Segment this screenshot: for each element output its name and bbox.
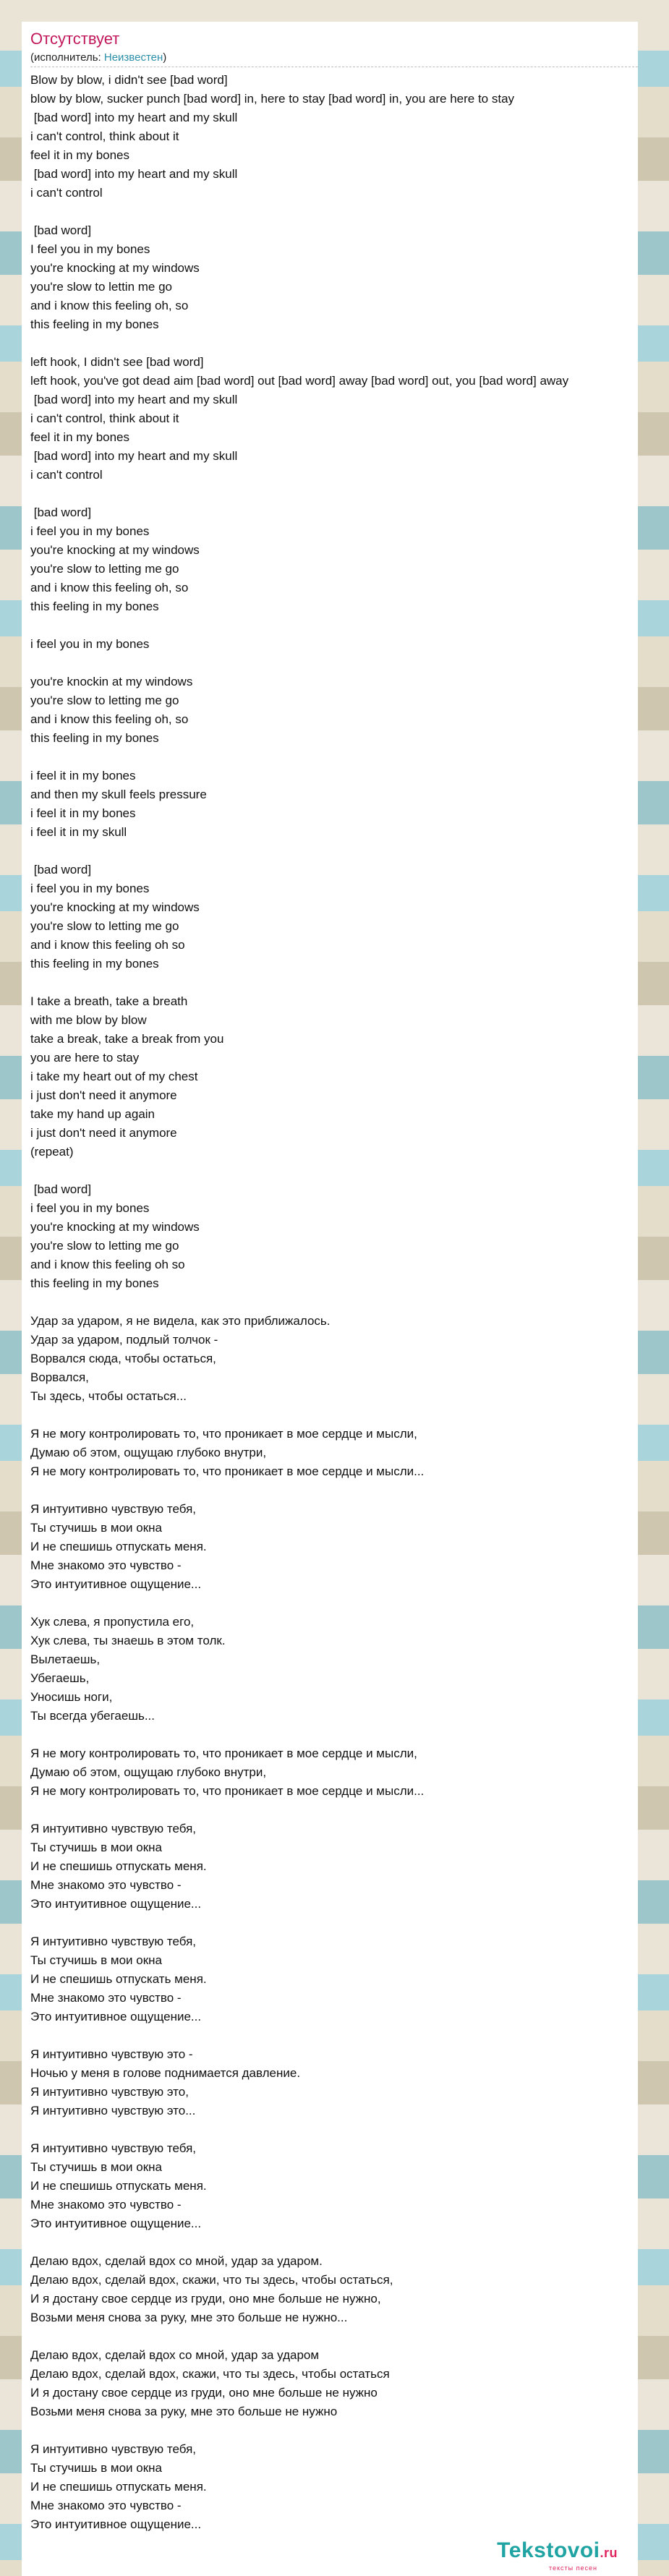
lyric-line: Мне знакомо это чувство - [30,2198,182,2212]
lyric-line: Удар за ударом, подлый толчок - [30,1333,218,1347]
lyric-line: i feel you in my bones [30,524,150,538]
lyric-spacer [30,616,667,635]
lyric-spacer [30,202,667,221]
lyric-line: Это интуитивное ощущение... [30,1577,202,1591]
lyric-line: with me blow by blow [30,1013,147,1027]
lyric-line: Это интуитивное ощущение... [30,2517,202,2531]
lyric-line: and i know this feeling oh, so [30,299,189,312]
lyric-line: (repeat) [30,1145,74,1159]
lyric-line: you are here to stay [30,1051,140,1065]
lyric-line: Я не могу контролировать то, что проникает в мое сердце и мысли... [30,1784,425,1798]
lyric-line: [bad word] into my heart and my skull [30,449,238,463]
lyric-line: you're slow to letting me go [30,694,179,707]
lyric-spacer [30,334,667,353]
lyric-line: Я не могу контролировать то, что проникает в мое сердце и мысли, [30,1427,417,1441]
lyric-line: this feeling in my bones [30,600,159,613]
lyric-line: this feeling in my bones [30,731,159,745]
lyric-line: Делаю вдох, сделай вдох со мной, удар за ударом. [30,2254,323,2268]
lyrics-text [30,71,667,2534]
lyric-line: you're knockin at my windows [30,675,193,688]
logo-tld: .ru [600,2546,618,2560]
lyric-line: i take my heart out of my chest [30,1070,198,1083]
lyric-line: Ночью у меня в голове поднимается давление. [30,2066,301,2080]
lyric-line: Уносишь ноги, [30,1690,113,1704]
lyric-line: Делаю вдох, сделай вдох, скажи, что ты здесь, чтобы остаться, [30,2273,393,2287]
lyric-line: Я интуитивно чувствую это, [30,2085,189,2099]
lyric-line: Я интуитивно чувствую тебя, [30,1935,197,1948]
lyric-line: Думаю об этом, ощущаю глубоко внутри, [30,1446,267,1459]
lyric-line: Делаю вдох, сделай вдох, скажи, что ты здесь, чтобы остаться [30,2367,390,2381]
lyric-line: you're knocking at my windows [30,900,200,914]
lyric-line: and then my skull feels pressure [30,788,207,801]
lyric-line: this feeling in my bones [30,1276,159,1290]
lyric-spacer [30,2233,667,2252]
lyrics-page [22,22,638,2576]
lyric-line: Я интуитивно чувствую тебя, [30,2141,197,2155]
lyric-line: И не спешишь отпускать меня. [30,2480,207,2494]
lyric-line: И не спешишь отпускать меня. [30,2179,207,2193]
lyric-line: Думаю об этом, ощущаю глубоко внутри, [30,1765,267,1779]
lyric-spacer [30,1481,667,1500]
lyric-line: i feel it in my skull [30,825,127,839]
lyric-line: you're knocking at my windows [30,1220,200,1234]
lyric-line: [bad word] into my heart and my skull [30,167,238,181]
performer-line [30,51,166,65]
lyric-spacer [30,2026,667,2045]
lyric-line: Ты стучишь в мои окна [30,1521,162,1535]
lyric-line: this feeling in my bones [30,317,159,331]
lyric-line: Ты здесь, чтобы остаться... [30,1389,187,1403]
lyric-line: Ты стучишь в мои окна [30,2461,162,2475]
lyric-line: feel it in my bones [30,430,130,444]
lyric-line: i can't control, think about it [30,411,179,425]
lyric-line: [bad word] [30,506,92,519]
lyric-line: you're knocking at my windows [30,543,200,557]
lyric-line: И я достану свое сердце из груди, оно мне больше не нужно, [30,2292,381,2306]
lyric-line: Хук слева, ты знаешь в этом толк. [30,1634,226,1647]
lyric-spacer [30,1293,667,1312]
lyric-line: Это интуитивное ощущение... [30,1897,202,1911]
lyric-line: you're slow to letting me go [30,919,179,933]
lyric-line: take my hand up again [30,1107,155,1121]
lyric-spacer [30,1594,667,1613]
lyric-line: i feel you in my bones [30,1201,150,1215]
lyric-line: Мне знакомо это чувство - [30,1558,182,1572]
lyric-line: i can't control, think about it [30,129,179,143]
lyric-line: Ворвался сюда, чтобы остаться, [30,1352,216,1365]
lyric-line: I feel you in my bones [30,242,150,256]
lyric-line: [bad word] [30,1182,92,1196]
lyric-line: you're knocking at my windows [30,261,200,275]
lyric-line: И я достану свое сердце из груди, оно мне больше не нужно [30,2386,378,2400]
lyric-spacer [30,2421,667,2440]
lyric-line: Я интуитивно чувствую тебя, [30,2442,197,2456]
lyric-line: blow by blow, sucker punch [bad word] in, here to stay [bad word] in, you are here to stay [30,92,515,106]
lyric-line: you're slow to lettin me go [30,280,173,294]
lyric-line: and i know this feeling oh, so [30,581,189,594]
lyric-line: Вылетаешь, [30,1652,101,1666]
lyric-line: i feel it in my bones [30,806,136,820]
lyric-spacer [30,654,667,673]
lyric-line: i feel you in my bones [30,882,150,895]
lyric-line: and i know this feeling oh, so [30,712,189,726]
lyric-line: Я интуитивно чувствую тебя, [30,1822,197,1835]
lyric-line: i can't control [30,186,103,200]
lyric-line: Я интуитивно чувствую это - [30,2047,193,2061]
lyric-line: Возьми меня снова за руку, мне это больше не нужно [30,2405,338,2418]
lyric-spacer [30,1161,667,1180]
lyric-line: [bad word] [30,863,92,877]
performer-suffix: ) [163,51,167,64]
logo-main-text: Tekstovoi [497,2538,600,2562]
lyric-line: Мне знакомо это чувство - [30,1991,182,2005]
lyric-line: Делаю вдох, сделай вдох со мной, удар за ударом [30,2348,320,2362]
lyric-line: [bad word] into my heart and my skull [30,393,238,406]
lyric-line: left hook, I didn't see [bad word] [30,355,204,369]
logo-wordmark [497,2539,618,2564]
lyric-spacer [30,842,667,861]
lyric-spacer [30,1914,667,1932]
artist-link[interactable]: Неизвестен [103,51,163,64]
lyric-line: i feel it in my bones [30,769,136,782]
site-logo[interactable] [497,2539,618,2572]
performer-prefix: (исполнитель: [30,51,104,64]
lyric-line: Я интуитивно чувствую тебя, [30,1502,197,1516]
lyric-line: you're slow to letting me go [30,1239,179,1253]
lyric-line: И не спешишь отпускать меня. [30,1972,207,1986]
lyric-line: this feeling in my bones [30,957,159,971]
lyric-line: i can't control [30,468,103,482]
lyric-line: left hook, you've got dead aim [bad word] out [bad word] away [bad word] out, you [bad word] away [30,374,569,388]
lyric-line: Ты стучишь в мои окна [30,1841,162,1854]
lyric-line: Удар за ударом, я не видела, как это приближалось. [30,1314,331,1328]
lyric-line: [bad word] into my heart and my skull [30,111,238,124]
lyric-line: И не спешишь отпускать меня. [30,1540,207,1553]
lyric-line: i just don't need it anymore [30,1126,177,1140]
lyric-line: and i know this feeling oh so [30,1258,185,1271]
lyric-line: Ты всегда убегаешь... [30,1709,155,1723]
lyric-line: feel it in my bones [30,148,130,162]
lyric-line: Ты стучишь в мои окна [30,1953,162,1967]
lyric-line: you're slow to letting me go [30,562,179,576]
lyric-line: Я не могу контролировать то, что проникает в мое сердце и мысли... [30,1464,425,1478]
lyric-line: Хук слева, я пропустила его, [30,1615,195,1629]
lyric-spacer [30,748,667,767]
lyric-spacer [30,1406,667,1425]
lyric-spacer [30,2327,667,2346]
lyric-line: and i know this feeling oh so [30,938,185,952]
lyric-line: И не спешишь отпускать меня. [30,1859,207,1873]
lyric-spacer [30,1726,667,1744]
lyric-line: I take a breath, take a breath [30,994,188,1008]
song-title: Отсутствует [30,30,120,48]
lyric-line: Возьми меня снова за руку, мне это больше не нужно... [30,2311,348,2324]
lyric-line: Я интуитивно чувствую это... [30,2104,196,2117]
lyric-spacer [30,2120,667,2139]
lyric-line: [bad word] [30,223,92,237]
lyric-line: i feel you in my bones [30,637,150,651]
lyric-spacer [30,973,667,992]
lyric-spacer [30,485,667,503]
lyric-line: take a break, take a break from you [30,1032,224,1046]
lyric-line: Убегаешь, [30,1671,90,1685]
lyric-line: Мне знакомо это чувство - [30,2499,182,2512]
lyric-line: Это интуитивное ощущение... [30,2010,202,2023]
lyric-line: Ворвался, [30,1370,89,1384]
lyric-line: Мне знакомо это чувство - [30,1878,182,1892]
lyric-line: Blow by blow, i didn't see [bad word] [30,73,228,87]
lyric-line: i just don't need it anymore [30,1088,177,1102]
logo-tagline: тексты песен [548,2564,597,2572]
lyric-line: Это интуитивное ощущение... [30,2217,202,2230]
lyric-line: Ты стучишь в мои окна [30,2160,162,2174]
lyric-spacer [30,1801,667,1820]
lyric-line: Я не могу контролировать то, что проникает в мое сердце и мысли, [30,1747,417,1760]
